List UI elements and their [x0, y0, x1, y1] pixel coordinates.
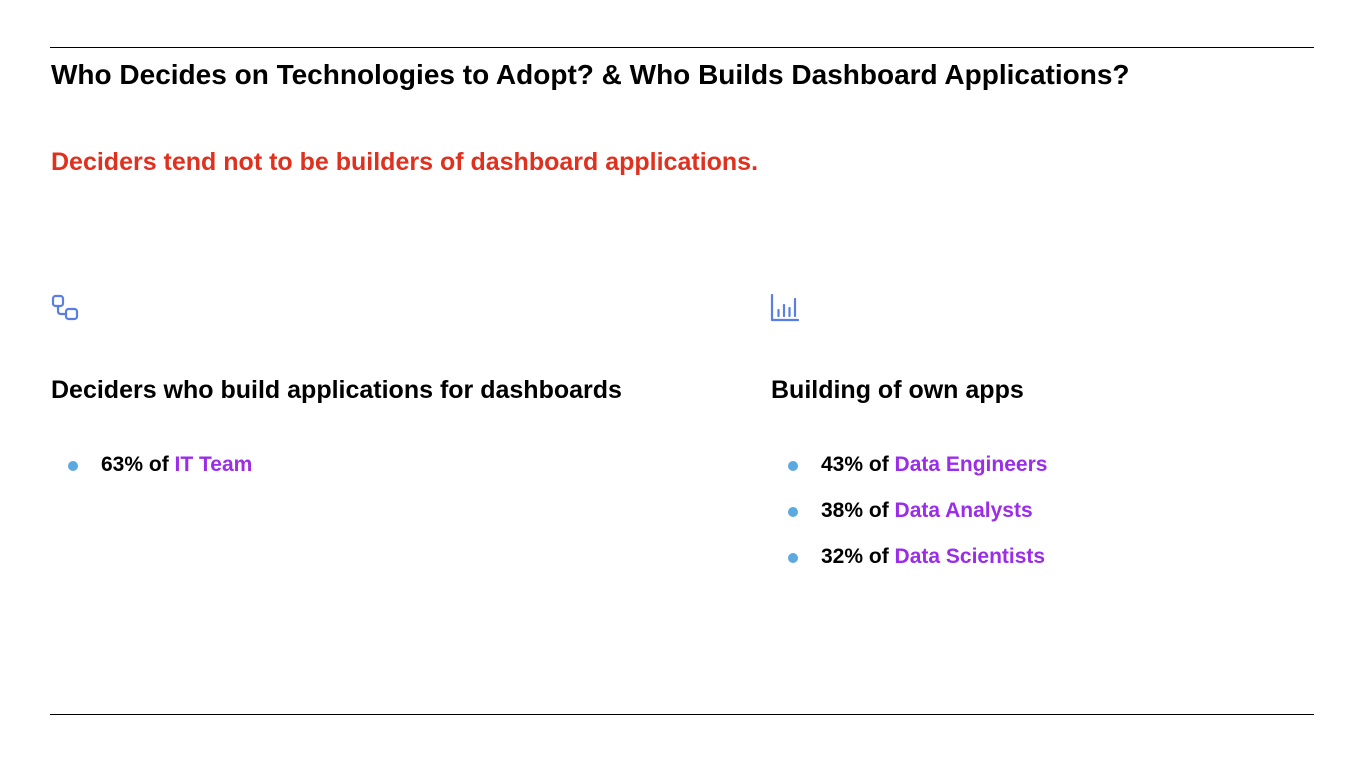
page-title: Who Decides on Technologies to Adopt? & Who Builds Dashboard Applications? — [51, 59, 1130, 90]
role-name: IT Team — [174, 453, 253, 476]
stat-value: 63% of — [101, 453, 175, 476]
list-item — [68, 449, 252, 495]
builders-list — [788, 449, 1047, 587]
role-name: Data Analysts — [894, 499, 1033, 522]
bottom-divider — [50, 714, 1314, 715]
stat-value: 32% of — [821, 545, 895, 568]
builders-column — [770, 292, 1364, 568]
role-name: Data Scientists — [894, 545, 1046, 568]
list-item — [788, 449, 1047, 495]
workflow-icon — [50, 292, 80, 322]
role-name: Data Engineers — [894, 453, 1048, 476]
list-item — [788, 541, 1047, 587]
bullet-dot-icon — [68, 461, 78, 471]
deciders-list — [68, 449, 252, 495]
bullet-dot-icon — [788, 507, 798, 517]
list-item — [788, 495, 1047, 541]
bullet-dot-icon — [788, 553, 798, 563]
deciders-column — [50, 292, 690, 476]
deciders-heading: Deciders who build applications for dashboards — [51, 376, 622, 404]
builders-heading: Building of own apps — [771, 376, 1024, 404]
bullet-dot-icon — [788, 461, 798, 471]
stat-value: 38% of — [821, 499, 895, 522]
top-divider — [50, 47, 1314, 48]
key-finding: Deciders tend not to be builders of dashboard applications. — [51, 148, 759, 176]
bar-chart-icon — [770, 292, 800, 322]
stat-value: 43% of — [821, 453, 895, 476]
